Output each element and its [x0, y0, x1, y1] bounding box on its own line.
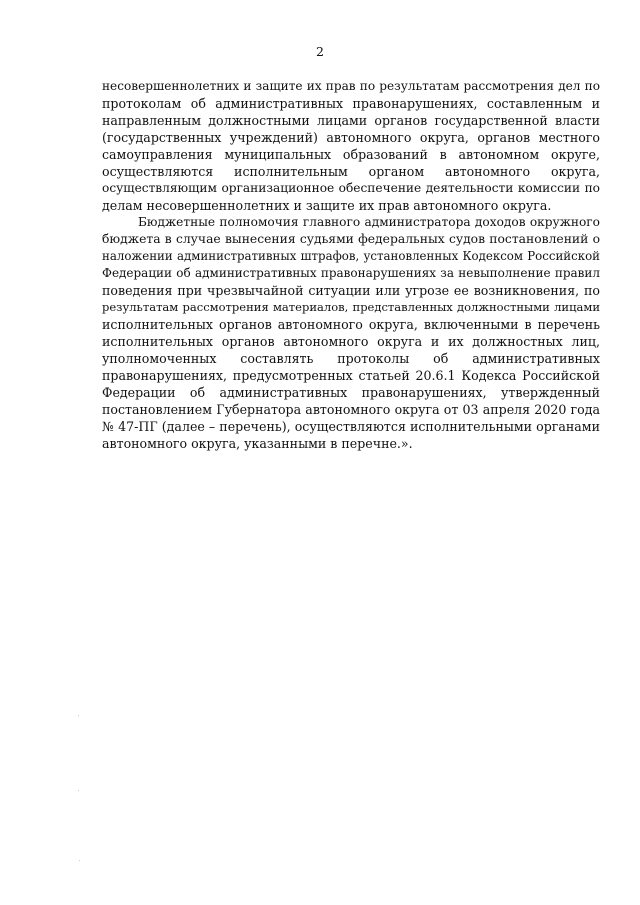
text-line: Бюджетные полномочия главного администратора доходов окружного [138, 215, 600, 229]
text-line: делам несовершеннолетних и защите их прав автономного округа. [102, 198, 552, 213]
text-line: исполнительных органов автономного округа и их должностных лиц, [102, 334, 600, 349]
text-line: поведения при чрезвычайной ситуации или угрозе ее возникновения, по [102, 283, 600, 298]
text-line: правонарушениях, предусмотренных статьей 20.6.1 Кодекса Российской [102, 368, 600, 383]
text-line: самоуправления муниципальных образований в автономном округе, [102, 147, 600, 162]
text-line: несовершеннолетних и защите их прав по результатам рассмотрения дел по [102, 79, 600, 93]
scan-speck [78, 790, 79, 791]
text-line: уполномоченных составлять протоколы об административных [102, 351, 600, 366]
text-line: постановлением Губернатора автономного округа от 03 апреля 2020 года [102, 402, 600, 417]
text-line: № 47-ПГ (далее – перечень), осуществляются исполнительными органами [102, 419, 600, 434]
text-line: Федерации об административных правонарушениях, утвержденный [102, 385, 600, 400]
text-line: бюджета в случае вынесения судьями федеральных судов постановлений о [102, 232, 600, 246]
paragraph-2 [102, 214, 600, 452]
text-line: автономного округа, указанными в перечне.». [102, 436, 413, 451]
scan-speck [78, 715, 79, 716]
text-line: направленным должностными лицами органов государственной власти [102, 113, 600, 128]
text-line: протоколам об административных правонарушениях, составленным и [102, 96, 600, 111]
text-line: результатам рассмотрения материалов, представленных должностными лицами [102, 300, 600, 314]
text-line: (государственных учреждений) автономного округа, органов местного [102, 130, 600, 145]
text-line: осуществляющим организационное обеспечение деятельности комиссии по [102, 181, 600, 195]
scan-speck [79, 860, 80, 861]
text-line: осуществляются исполнительным органом автономного округа, [102, 164, 600, 179]
text-line: Федерации об административных правонарушениях за невыполнение правил [102, 266, 600, 280]
document-body [102, 78, 600, 452]
text-line: наложении административных штрафов, установленных Кодексом Российской [102, 249, 600, 263]
paragraph-1 [102, 78, 600, 214]
text-line: исполнительных органов автономного округа, включенными в перечень [102, 317, 600, 332]
page-number: 2 [316, 44, 324, 59]
